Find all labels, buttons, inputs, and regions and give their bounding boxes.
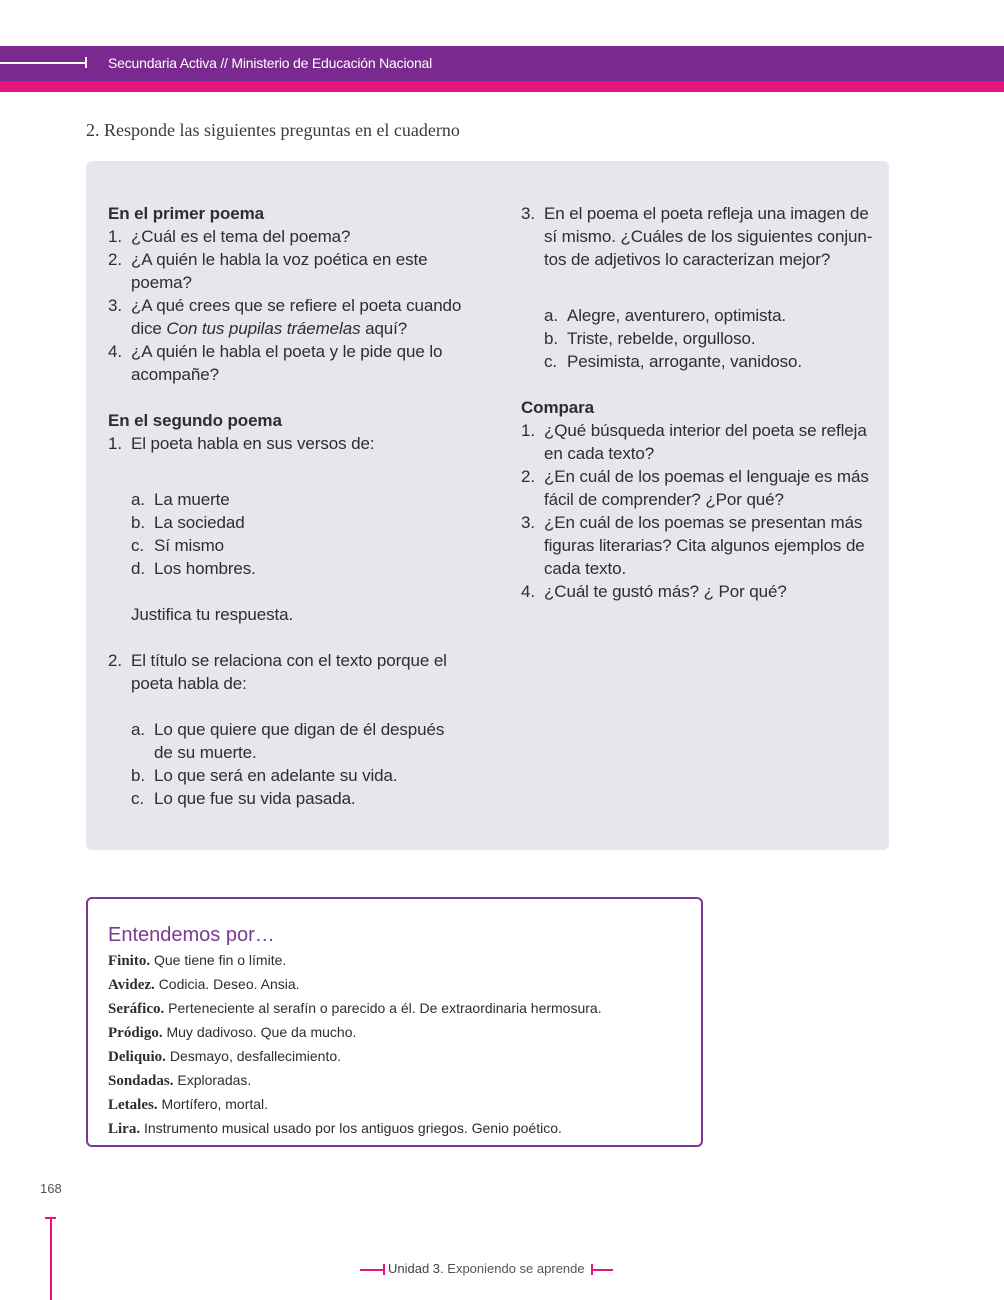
option-text: Los hombres.	[154, 559, 256, 578]
glossary-term: Sondadas.	[108, 1073, 174, 1089]
glossary-definition: Muy dadivoso. Que da mucho.	[166, 1024, 357, 1040]
footer-tick-left	[383, 1264, 385, 1275]
option-label: b.	[131, 766, 145, 785]
header-rule-tick	[85, 57, 87, 68]
glossary-definition: Mortífero, mortal.	[161, 1096, 269, 1112]
question-text-part: dice	[131, 319, 167, 338]
question-item	[108, 432, 488, 455]
glossary-definition: Que tiene fin o límite.	[153, 952, 287, 968]
question-text: ¿Cuál es el tema del poema?	[131, 227, 351, 246]
glossary-list	[108, 949, 602, 1141]
glossary-entry	[108, 1069, 602, 1093]
question-text: en cada texto?	[544, 444, 655, 463]
question-item	[108, 340, 488, 386]
section-title-compara: Compara	[521, 398, 594, 417]
instruction-number: 2.	[86, 120, 100, 140]
option-item	[108, 764, 488, 787]
side-rule-line	[50, 1217, 52, 1300]
option-label: b.	[544, 329, 558, 348]
question-number: 1.	[108, 227, 122, 246]
glossary-definition: Instrumento musical usado por los antiguos griegos. Genio poético.	[143, 1120, 562, 1136]
question-item	[521, 202, 881, 271]
question-text: poeta habla de:	[131, 674, 247, 693]
footer-rule-left	[360, 1269, 384, 1271]
option-text: Lo que quiere que digan de él después	[154, 720, 445, 739]
section-title-primer-poema: En el primer poema	[108, 204, 264, 223]
question-number: 3.	[108, 296, 122, 315]
option-item	[108, 718, 488, 764]
glossary-title: Entendemos por…	[108, 924, 275, 946]
glossary-term: Pródigo.	[108, 1025, 163, 1041]
glossary-term: Lira.	[108, 1121, 141, 1137]
question-number: 1.	[108, 434, 122, 453]
option-text: Alegre, aventurero, optimista.	[567, 306, 787, 325]
question-text: ¿A qué crees que se refiere el poeta cuando	[131, 296, 462, 315]
question-text: ¿Qué búsqueda interior del poeta se refleja	[544, 421, 867, 440]
glossary-definition: Codicia. Deseo. Ansia.	[158, 976, 300, 992]
question-text	[131, 317, 488, 340]
justify-instruction: Justifica tu respuesta.	[131, 605, 294, 624]
glossary-term: Seráfico.	[108, 1001, 165, 1017]
question-number: 2.	[108, 250, 122, 269]
question-item	[108, 248, 488, 294]
glossary-entry	[108, 973, 602, 997]
question-text: sí mismo. ¿Cuáles de los siguientes conjun-	[544, 227, 873, 246]
question-text: tos de adjetivos lo caracterizan mejor?	[544, 250, 831, 269]
option-item	[521, 350, 881, 373]
question-number: 1.	[521, 421, 535, 440]
option-item	[521, 304, 881, 327]
option-item	[108, 787, 488, 810]
option-text: de su muerte.	[154, 743, 257, 762]
question-text: cada texto.	[544, 559, 627, 578]
header-rule-line	[0, 62, 86, 64]
spacer	[108, 455, 488, 488]
glossary-term: Letales.	[108, 1097, 158, 1113]
left-column	[108, 202, 488, 810]
option-label: c.	[131, 789, 145, 808]
glossary-entry	[108, 1021, 602, 1045]
question-item	[521, 465, 881, 511]
option-label: a.	[544, 306, 558, 325]
option-text: Sí mismo	[154, 536, 225, 555]
section-title-segundo-poema: En el segundo poema	[108, 411, 282, 430]
instruction-text: Responde las siguientes preguntas en el cuaderno	[104, 120, 460, 140]
glossary-definition: Desmayo, desfallecimiento.	[169, 1048, 342, 1064]
footer-unit: Unidad 3.	[388, 1261, 444, 1276]
question-number: 2.	[521, 467, 535, 486]
spacer	[108, 626, 488, 649]
question-item	[108, 225, 488, 248]
question-text: ¿A quién le habla el poeta y le pide que lo	[131, 342, 443, 361]
glossary-entry	[108, 1045, 602, 1069]
question-text: figuras literarias? Cita algunos ejemplos de	[544, 536, 865, 555]
question-item	[108, 294, 488, 340]
option-label: a.	[131, 720, 145, 739]
spacer	[108, 580, 488, 603]
option-text: La sociedad	[154, 513, 245, 532]
glossary-term: Avidez.	[108, 977, 155, 993]
question-item	[521, 511, 881, 580]
option-text: Lo que fue su vida pasada.	[154, 789, 356, 808]
spacer	[108, 386, 488, 409]
spacer	[521, 271, 881, 304]
option-item	[108, 557, 488, 580]
question-number: 4.	[521, 582, 535, 601]
footer	[360, 1260, 620, 1280]
question-text: ¿En cuál de los poemas el lenguaje es más	[544, 467, 869, 486]
spacer	[108, 695, 488, 718]
glossary-definition: Exploradas.	[177, 1072, 252, 1088]
glossary-definition: Perteneciente al serafín o parecido a él. De extraordinaria hermosura.	[168, 1000, 602, 1016]
instruction	[86, 120, 460, 141]
option-item	[108, 511, 488, 534]
option-item	[521, 327, 881, 350]
footer-text	[388, 1261, 585, 1276]
spacer	[521, 373, 881, 396]
option-label: d.	[131, 559, 145, 578]
option-item	[108, 488, 488, 511]
option-text: Lo que será en adelante su vida.	[154, 766, 398, 785]
option-label: c.	[131, 536, 145, 555]
question-text: acompañe?	[131, 365, 219, 384]
glossary-entry	[108, 949, 602, 973]
question-text: ¿En cuál de los poemas se presentan más	[544, 513, 863, 532]
footer-title: Exponiendo se aprende	[447, 1261, 585, 1276]
question-text: fácil de comprender? ¿Por qué?	[544, 490, 784, 509]
option-label: a.	[131, 490, 145, 509]
question-text: El poeta habla en sus versos de:	[131, 434, 375, 453]
footer-rule-right	[591, 1269, 613, 1271]
question-item	[521, 580, 881, 603]
glossary-entry	[108, 997, 602, 1021]
option-label: b.	[131, 513, 145, 532]
question-text: ¿Cuál te gustó más? ¿ Por qué?	[544, 582, 787, 601]
glossary-term: Deliquio.	[108, 1049, 166, 1065]
right-column	[521, 202, 881, 603]
question-item	[108, 649, 488, 695]
header-accent-stripe	[0, 81, 1004, 92]
option-text: Triste, rebelde, orgulloso.	[567, 329, 756, 348]
option-text: La muerte	[154, 490, 230, 509]
page-number: 168	[40, 1181, 62, 1196]
header-text: Secundaria Activa // Ministerio de Educación Nacional	[108, 55, 433, 71]
poem-verse-quote: Con tus pupilas tráemelas	[166, 319, 361, 338]
question-text-part: aquí?	[360, 319, 408, 338]
option-label: c.	[544, 352, 558, 371]
glossary-entry	[108, 1093, 602, 1117]
option-item	[108, 534, 488, 557]
question-number: 3.	[521, 513, 535, 532]
question-text: ¿A quién le habla la voz poética en este	[131, 250, 428, 269]
question-number: 2.	[108, 651, 122, 670]
question-text: poema?	[131, 273, 192, 292]
question-text: En el poema el poeta refleja una imagen de	[544, 204, 869, 223]
question-text: El título se relaciona con el texto porque el	[131, 651, 447, 670]
glossary-entry	[108, 1117, 602, 1141]
question-number: 3.	[521, 204, 535, 223]
glossary-term: Finito.	[108, 953, 151, 969]
option-text: Pesimista, arrogante, vanidoso.	[567, 352, 803, 371]
question-number: 4.	[108, 342, 122, 361]
question-item	[521, 419, 881, 465]
